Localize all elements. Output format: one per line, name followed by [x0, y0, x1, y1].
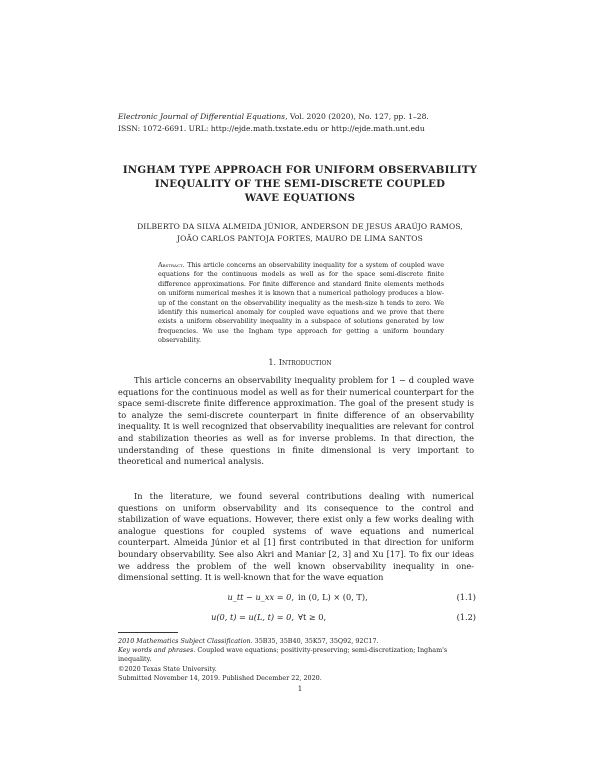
section-number: 1. [268, 357, 277, 367]
section-title: Introduction [278, 357, 332, 367]
keywords: Coupled wave equations; positivity-preserving; semi-discretization; Ingham's inequality. [118, 646, 448, 664]
abstract-text: This article concerns an observability inequality for a system of coupled wave equations for the continuous models as well as for the space semi-discrete finite difference approximations. For finite difference and standard finite elements methods on uniform numerical meshes it is known that a numerical pathology produces a blow-up of the constant on the observability inequality as the mesh-size h tends to zero. We identify this numerical anomaly for coupled wave equations and we prove that there exists a uniform observability inequality in a subspace of solutions generated by low frequencies. We use the Ingham type approach for getting a uniform boundary observability. [158, 261, 444, 345]
copyright-line: ©2020 Texas State University. [118, 664, 217, 673]
equation-rhs: in (0, L) × (0, T), [298, 592, 368, 602]
paragraph-2: In the literature, we found several contributions dealing with numerical questions on uniform observability and its consequence to the control and stabilization of wave equations. However, there exist only a few works dealing with analogue questions for coupled systems of wave equations and numerical counterpart. Almeida Júnior et al [1] first contributed in that direction for uniform boundary observability. See also Akri and Maniar [2, 3] and Xu [17]. To fix our ideas we address the problem of the well known observability inequality in one-dimensional setting. It is well-known that for the wave equation [118, 491, 474, 583]
citation-line [118, 111, 488, 123]
equation-number: (1.1) [456, 592, 476, 602]
issn-line: ISSN: 1072-6691. URL: http://ejde.math.txstate.edu or http://ejde.math.unt.edu [118, 124, 425, 133]
paper-title [100, 163, 500, 205]
keywords-label: Key words and phrases. [118, 646, 196, 655]
journal-name: Electronic Journal of Differential Equations [118, 112, 286, 121]
title-line-1: INGHAM TYPE APPROACH FOR UNIFORM OBSERVABILITY [122, 164, 478, 176]
equation-1-1 [118, 592, 476, 606]
authors-line-1: DILBERTO DA SILVA ALMEIDA JÚNIOR, ANDERSON DE JESUS ARAÚJO RAMOS, [137, 222, 463, 231]
section-heading [100, 356, 500, 368]
title-line-3: WAVE EQUATIONS [244, 192, 356, 204]
journal-citation: , Vol. 2020 (2020), No. 127, pp. 1–28. [285, 112, 429, 121]
abstract [158, 261, 444, 346]
msc-line [118, 637, 474, 646]
paragraph-1: This article concerns an observability inequality problem for 1 − d coupled wave equations for the continuous model as well as for their numerical counterpart for the space semi-discrete finite difference approximation. The goal of the present study is to analyze the semi-discrete counterpart in finite difference of an observability inequality. It is well recognized that observability inequalities are relevant for control and stabilization theories as well as for inverse problems. In that direction, the understanding of these questions in finite dimensional is very important to theoretical and numerical analysis. [118, 375, 474, 467]
equation-rhs: ∀t ≥ 0, [298, 612, 327, 622]
author-list [110, 221, 490, 245]
submitted-line: Submitted November 14, 2019. Published December 22, 2020. [118, 673, 322, 682]
authors-line-2: JOÃO CARLOS PANTOJA FORTES, MAURO DE LIMA SANTOS [177, 234, 423, 243]
title-line-2: INEQUALITY OF THE SEMI-DISCRETE COUPLED [154, 178, 446, 190]
equation-1-2 [118, 612, 476, 626]
page-number: 1 [297, 685, 303, 693]
journal-header [118, 111, 488, 135]
footnote-rule [118, 632, 178, 633]
msc-label: 2010 Mathematics Subject Classification. [118, 637, 253, 645]
abstract-label: Abstract. [158, 261, 185, 269]
msc-codes: 35B35, 35B40, 35K57, 35Q92, 92C17. [252, 637, 379, 645]
equation-number: (1.2) [456, 612, 476, 622]
equation-lhs: u_tt − u_xx = 0, [227, 592, 294, 602]
keywords-line [118, 646, 474, 664]
equation-lhs: u(0, t) = u(L, t) = 0, [211, 612, 294, 622]
footnotes [118, 637, 474, 683]
